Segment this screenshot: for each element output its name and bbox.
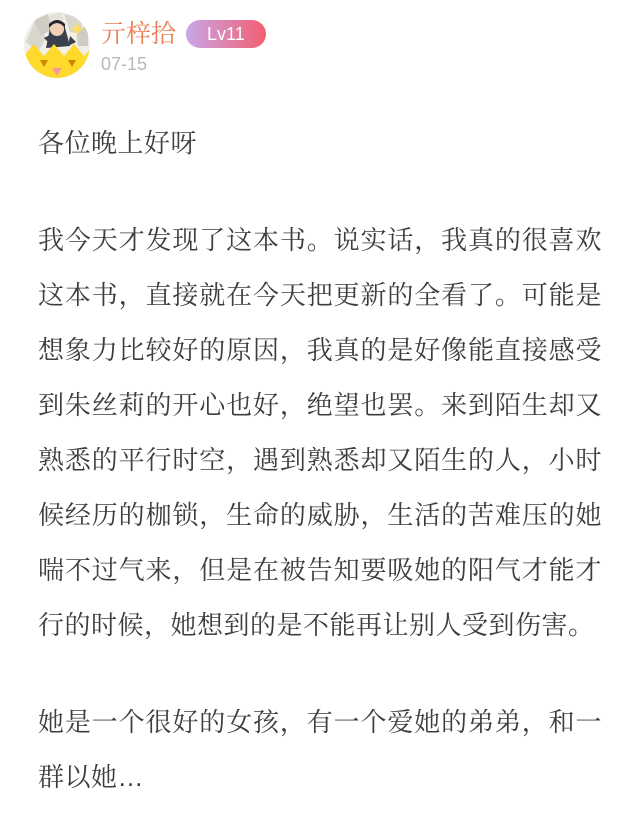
post-header xyxy=(0,0,640,78)
chick-hatching-avatar-icon xyxy=(24,12,90,78)
post-paragraph: 我今天才发现了这本书。说实话，我真的很喜欢这本书，直接就在今天把更新的全看了。可能是想象力比较好的原因，我真的是好像能直接感受到朱丝莉的开心也好，绝望也罢。来到陌生却又熟悉的平行时空，遇到熟悉却又陌生的人，小时候经历的枷锁，生命的威胁，生活的苦难压的她喘不过气来，但是在被告知要吸她的阳气才能才行的时候，她想到的是不能再让别人受到伤害。 xyxy=(38,225,602,640)
post-content xyxy=(0,116,640,805)
post-paragraph: 她是一个很好的女孩，有一个爱她的弟弟，和一群以她… xyxy=(38,707,602,792)
post-date: 07-15 xyxy=(101,54,148,74)
level-badge: Lv11 xyxy=(186,20,266,48)
user-avatar[interactable] xyxy=(24,12,90,78)
user-meta xyxy=(101,12,266,74)
post-paragraph: 各位晚上好呀 xyxy=(38,128,198,158)
username[interactable]: 亓梓拾 xyxy=(101,20,177,48)
